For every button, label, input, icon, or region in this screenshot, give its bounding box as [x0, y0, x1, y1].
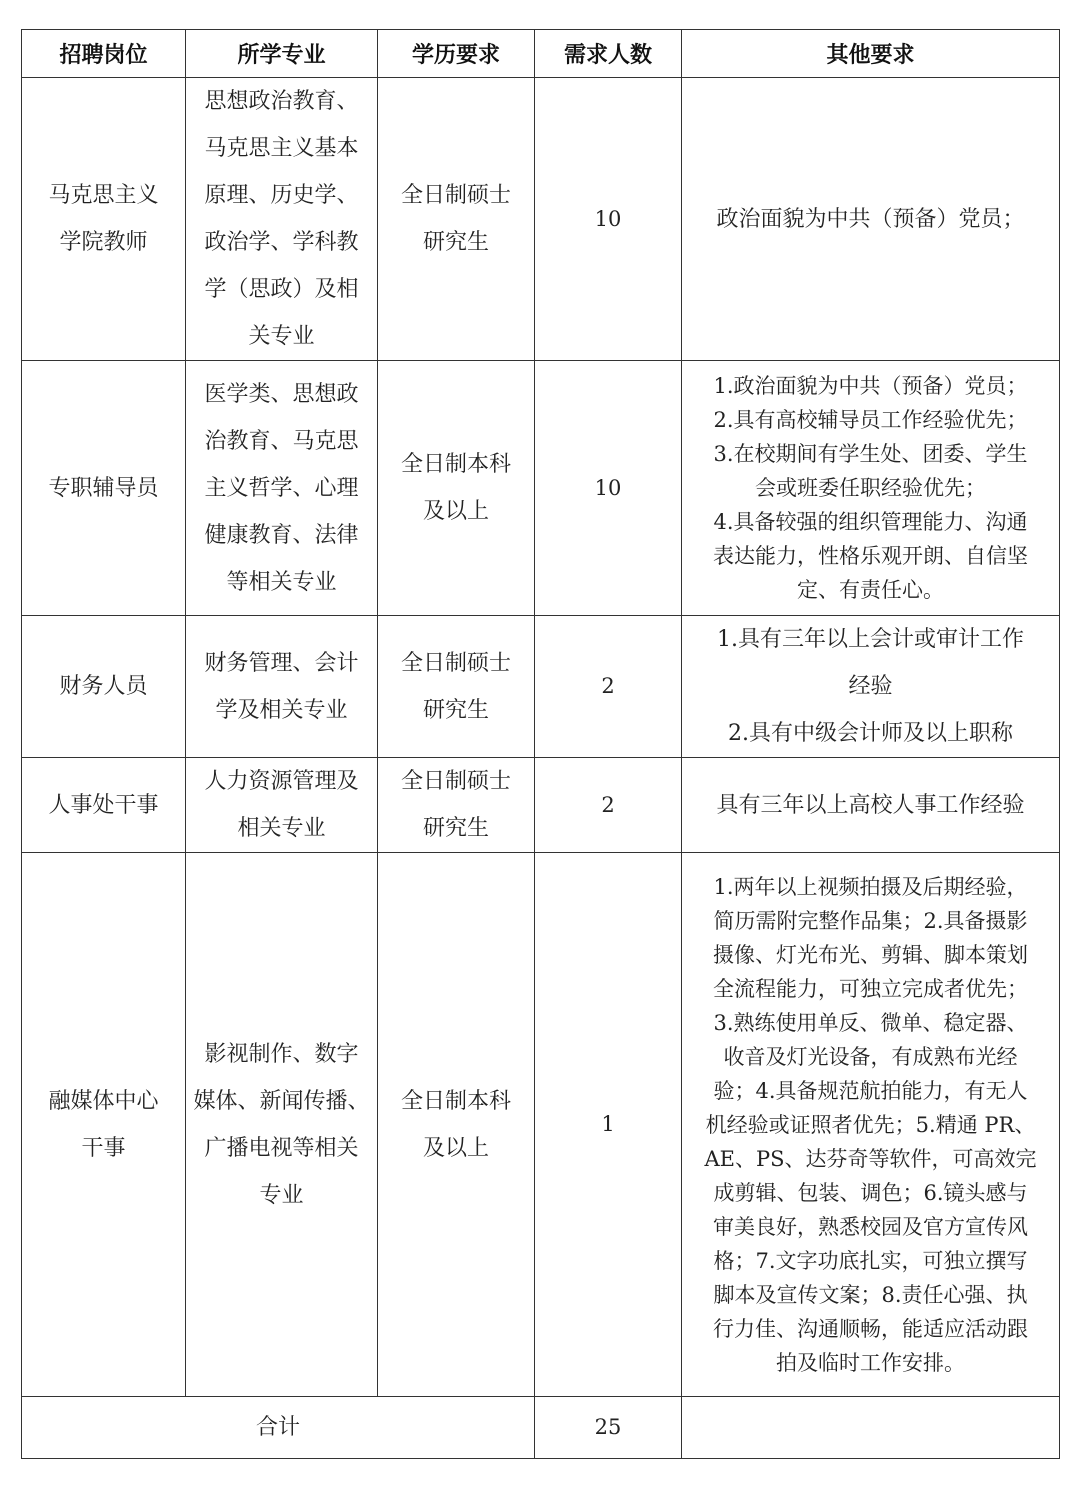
requirements-cell	[682, 853, 1060, 1397]
position-cell	[22, 758, 186, 853]
requirement-line: 定、有责任心。	[797, 578, 944, 602]
requirement-line: 格；7.文字功底扎实，可独立撰写	[713, 1248, 1028, 1273]
total-row	[22, 1397, 1060, 1459]
major-line: 政治学、学科教	[204, 230, 359, 255]
recruitment-table	[21, 29, 1060, 1459]
total-count: 25	[535, 1397, 682, 1459]
table-row	[22, 78, 1060, 361]
major-line: 财务管理、会计	[204, 650, 359, 676]
requirements-cell	[682, 78, 1060, 361]
requirement-line: 验；4.具备规范航拍能力，有无人	[713, 1078, 1028, 1103]
position-line: 财务人员	[59, 674, 148, 699]
education-line: 研究生	[422, 230, 489, 255]
count-cell: 2	[535, 616, 682, 758]
position-line: 融媒体中心	[48, 1088, 159, 1114]
requirement-line: 4.具备较强的组织管理能力、沟通	[713, 510, 1028, 534]
count-cell: 10	[535, 361, 682, 616]
major-line: 马克思主义基本	[204, 136, 359, 161]
position-line: 马克思主义	[48, 183, 159, 208]
requirement-line: 经验	[848, 674, 893, 699]
count-cell: 1	[535, 853, 682, 1397]
requirement-line: 具有三年以上高校人事工作经验	[716, 792, 1025, 818]
table-row	[22, 758, 1060, 853]
requirements-cell	[682, 361, 1060, 616]
major-line: 学（思政）及相	[204, 277, 359, 302]
education-line: 研究生	[422, 697, 489, 723]
requirement-line: 会或班委任职经验优先；	[755, 476, 986, 500]
position-line: 专职辅导员	[48, 475, 159, 501]
requirement-line: 1.两年以上视频拍摄及后期经验，	[713, 874, 1028, 899]
education-line: 全日制硕士	[400, 183, 511, 208]
requirement-line: 政治面貌为中共（预备）党员；	[716, 206, 1025, 232]
table-row	[22, 616, 1060, 758]
total-label: 合计	[22, 1397, 535, 1459]
requirement-line: AE、PS、达芬奇等软件，可高效完	[704, 1146, 1037, 1171]
requirement-line: 全流程能力，可独立完成者优先；	[713, 976, 1028, 1001]
requirement-line: 拍及临时工作安排。	[776, 1350, 965, 1375]
major-line: 医学类、思想政	[204, 381, 359, 407]
position-cell	[22, 78, 186, 361]
table-row	[22, 853, 1060, 1397]
major-line: 主义哲学、心理	[204, 475, 359, 501]
position-line: 人事处干事	[48, 792, 159, 818]
requirement-line: 1.具有三年以上会计或审计工作	[717, 627, 1024, 652]
requirement-line: 3.熟练使用单反、微单、稳定器、	[713, 1010, 1028, 1035]
major-cell	[186, 758, 378, 853]
major-line: 关专业	[248, 324, 315, 349]
major-line: 人力资源管理及	[204, 769, 359, 794]
requirement-line: 脚本及宣传文案；8.责任心强、执	[713, 1282, 1028, 1307]
header-major: 所学专业	[186, 30, 378, 78]
education-cell	[378, 361, 535, 616]
major-line: 广播电视等相关	[204, 1135, 359, 1161]
education-cell	[378, 758, 535, 853]
total-empty-cell	[682, 1397, 1060, 1459]
requirement-line: 行力佳、沟通顺畅，能适应活动跟	[713, 1316, 1028, 1341]
education-line: 及以上	[422, 499, 489, 524]
education-cell	[378, 78, 535, 361]
education-line: 全日制硕士	[400, 769, 511, 794]
header-count: 需求人数	[535, 30, 682, 78]
requirement-line: 摄像、灯光布光、剪辑、脚本策划	[713, 942, 1028, 967]
requirements-cell	[682, 758, 1060, 853]
position-cell	[22, 616, 186, 758]
requirement-line: 简历需附完整作品集；2.具备摄影	[713, 908, 1028, 933]
major-line: 专业	[259, 1182, 304, 1208]
count-cell: 2	[535, 758, 682, 853]
education-line: 全日制本科	[400, 1088, 511, 1114]
requirement-line: 表达能力，性格乐观开朗、自信坚	[713, 544, 1028, 568]
education-cell	[378, 853, 535, 1397]
header-row	[22, 30, 1060, 78]
header-education: 学历要求	[378, 30, 535, 78]
header-other-requirements: 其他要求	[682, 30, 1060, 78]
education-line: 全日制硕士	[400, 650, 511, 676]
major-cell	[186, 78, 378, 361]
education-cell	[378, 616, 535, 758]
education-line: 研究生	[422, 816, 489, 841]
position-cell	[22, 361, 186, 616]
requirement-line: 3.在校期间有学生处、团委、学生	[713, 442, 1028, 466]
major-line: 影视制作、数字	[204, 1041, 359, 1067]
requirement-line: 收音及灯光设备，有成熟布光经	[723, 1044, 1018, 1069]
major-cell	[186, 616, 378, 758]
major-line: 治教育、马克思	[204, 428, 359, 454]
requirement-line: 成剪辑、包装、调色；6.镜头感与	[713, 1180, 1028, 1205]
major-line: 等相关专业	[226, 569, 337, 595]
requirement-line: 机经验或证照者优先；5.精通 PR、	[705, 1112, 1036, 1137]
position-line: 学院教师	[59, 230, 148, 255]
education-line: 全日制本科	[400, 452, 511, 477]
requirement-line: 1.政治面貌为中共（预备）党员；	[713, 374, 1028, 398]
major-line: 原理、历史学、	[204, 183, 359, 208]
requirement-line: 2.具有高校辅导员工作经验优先；	[713, 408, 1028, 432]
education-line: 及以上	[422, 1135, 489, 1161]
major-cell	[186, 361, 378, 616]
major-line: 思想政治教育、	[204, 89, 359, 114]
major-line: 相关专业	[237, 816, 326, 841]
major-line: 健康教育、法律	[204, 522, 359, 548]
requirement-line: 审美良好，熟悉校园及官方宣传风	[713, 1214, 1028, 1239]
major-line: 学及相关专业	[215, 697, 348, 723]
requirements-cell	[682, 616, 1060, 758]
table-row	[22, 361, 1060, 616]
major-line: 媒体、新闻传播、	[193, 1088, 370, 1114]
count-cell: 10	[535, 78, 682, 361]
position-line: 干事	[81, 1135, 126, 1161]
position-cell	[22, 853, 186, 1397]
major-cell	[186, 853, 378, 1397]
header-position: 招聘岗位	[22, 30, 186, 78]
requirement-line: 2.具有中级会计师及以上职称	[728, 721, 1013, 746]
